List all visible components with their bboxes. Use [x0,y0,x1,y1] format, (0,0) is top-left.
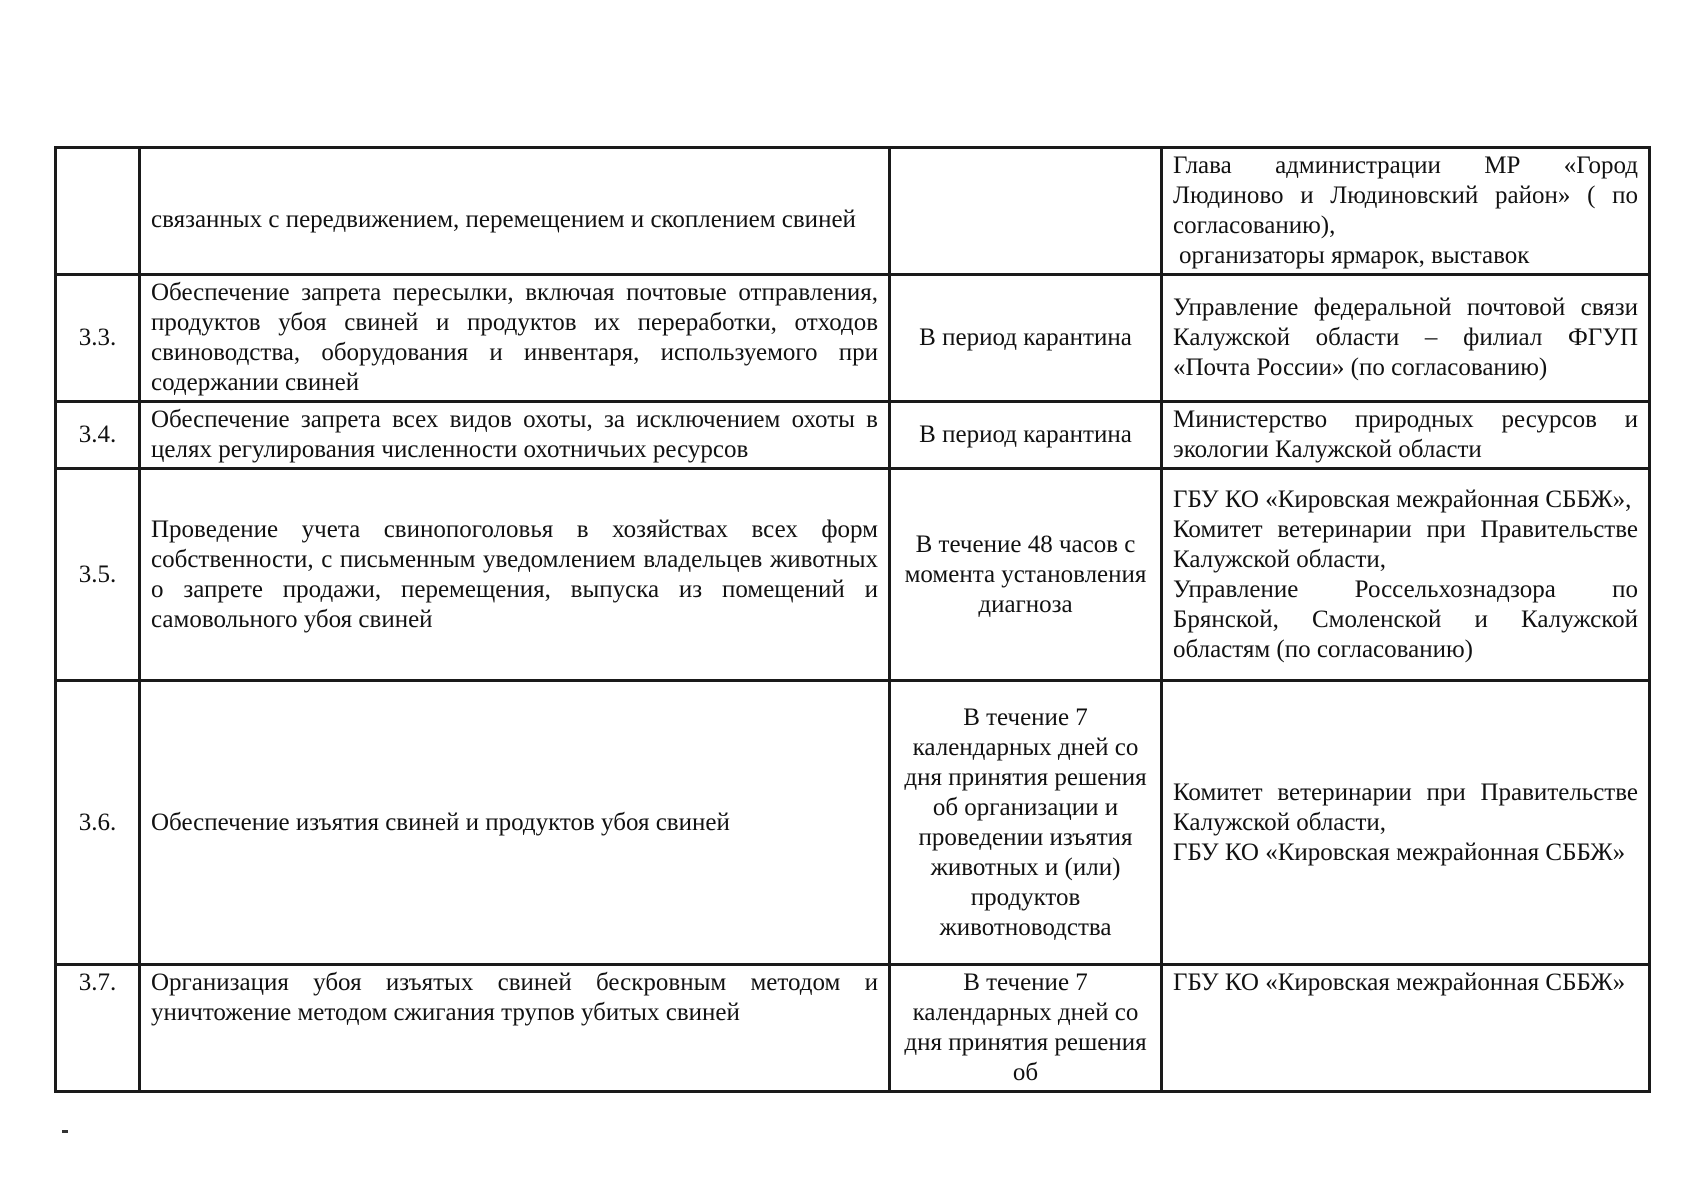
period-cell: В течение 7 календарных дней со дня принятия решения об организации и проведении изъятия животных и (или) продуктов животноводства [890,681,1162,965]
action-cell: Обеспечение изъятия свиней и продуктов убоя свиней [140,681,890,965]
measures-table [54,146,1651,1093]
table-row [56,469,1650,681]
period-cell: В период карантина [890,275,1162,402]
responsible-line: Министерство природных ресурсов и экологии Калужской области [1173,406,1638,463]
action-cell: Обеспечение запрета всех видов охоты, за исключением охоты в целях регулирования численности охотничьих ресурсов [140,402,890,469]
responsible-line: Комитет ветеринарии при Правительстве Калужской области, [1173,515,1638,573]
table-row [56,681,1650,965]
responsible-line: ГБУ КО «Кировская межрайонная СББЖ» [1173,838,1626,866]
row-number: 3.6. [56,681,140,965]
table-row [56,275,1650,402]
responsible-cell [1162,275,1650,402]
row-number: 3.4. [56,402,140,469]
action-cell: Организация убоя изъятых свиней бескровным методом и уничтожение методом сжигания трупов убитых свиней [140,965,890,1092]
row-number: 3.5. [56,469,140,681]
table-row [56,965,1650,1092]
period-cell: В течение 48 часов с момента установления диагноза [890,469,1162,681]
responsible-cell [1162,402,1650,469]
responsible-line: Комитет ветеринарии при Правительстве Калужской области, [1173,778,1638,836]
row-number: 3.7. [56,965,140,1092]
responsible-line: Управление Россельхознадзора по Брянской, Смоленской и Калужской областям (по согласованию) [1173,575,1638,663]
responsible-cell [1162,681,1650,965]
responsible-line: ГБУ КО «Кировская межрайонная СББЖ», [1173,485,1632,513]
period-cell: В течение 7 календарных дней со дня принятия решения об [890,965,1162,1092]
responsible-cell [1162,469,1650,681]
period-cell [890,148,1162,275]
responsible-cell [1162,965,1650,1092]
table-row [56,402,1650,469]
action-cell: Обеспечение запрета пересылки, включая почтовые отправления, продуктов убоя свиней и продуктов их переработки, отходов свиноводства, оборудования и инвентаря, используемого при содержании свиней [140,275,890,402]
responsible-line: ГБУ КО «Кировская межрайонная СББЖ» [1173,969,1626,996]
responsible-line: Управление федеральной почтовой связи Калужской области – филиал ФГУП «Почта России» (по согласованию) [1173,294,1638,381]
row-number [56,148,140,275]
row-number: 3.3. [56,275,140,402]
table-row [56,148,1650,275]
responsible-cell [1162,148,1650,275]
scan-speck [62,1130,68,1133]
action-cell: Проведение учета свинопоголовья в хозяйствах всех форм собственности, с письменным уведомлением владельцев животных о запрете продажи, перемещения, выпуска из помещений и самовольного убоя свиней [140,469,890,681]
responsible-line: Глава администрации МР «Город Людиново и Людиновский район» ( по согласованию), [1173,152,1638,239]
action-cell: связанных с передвижением, перемещением и скоплением свиней [140,148,890,275]
responsible-line: организаторы ярмарок, выставок [1179,242,1530,269]
period-cell: В период карантина [890,402,1162,469]
